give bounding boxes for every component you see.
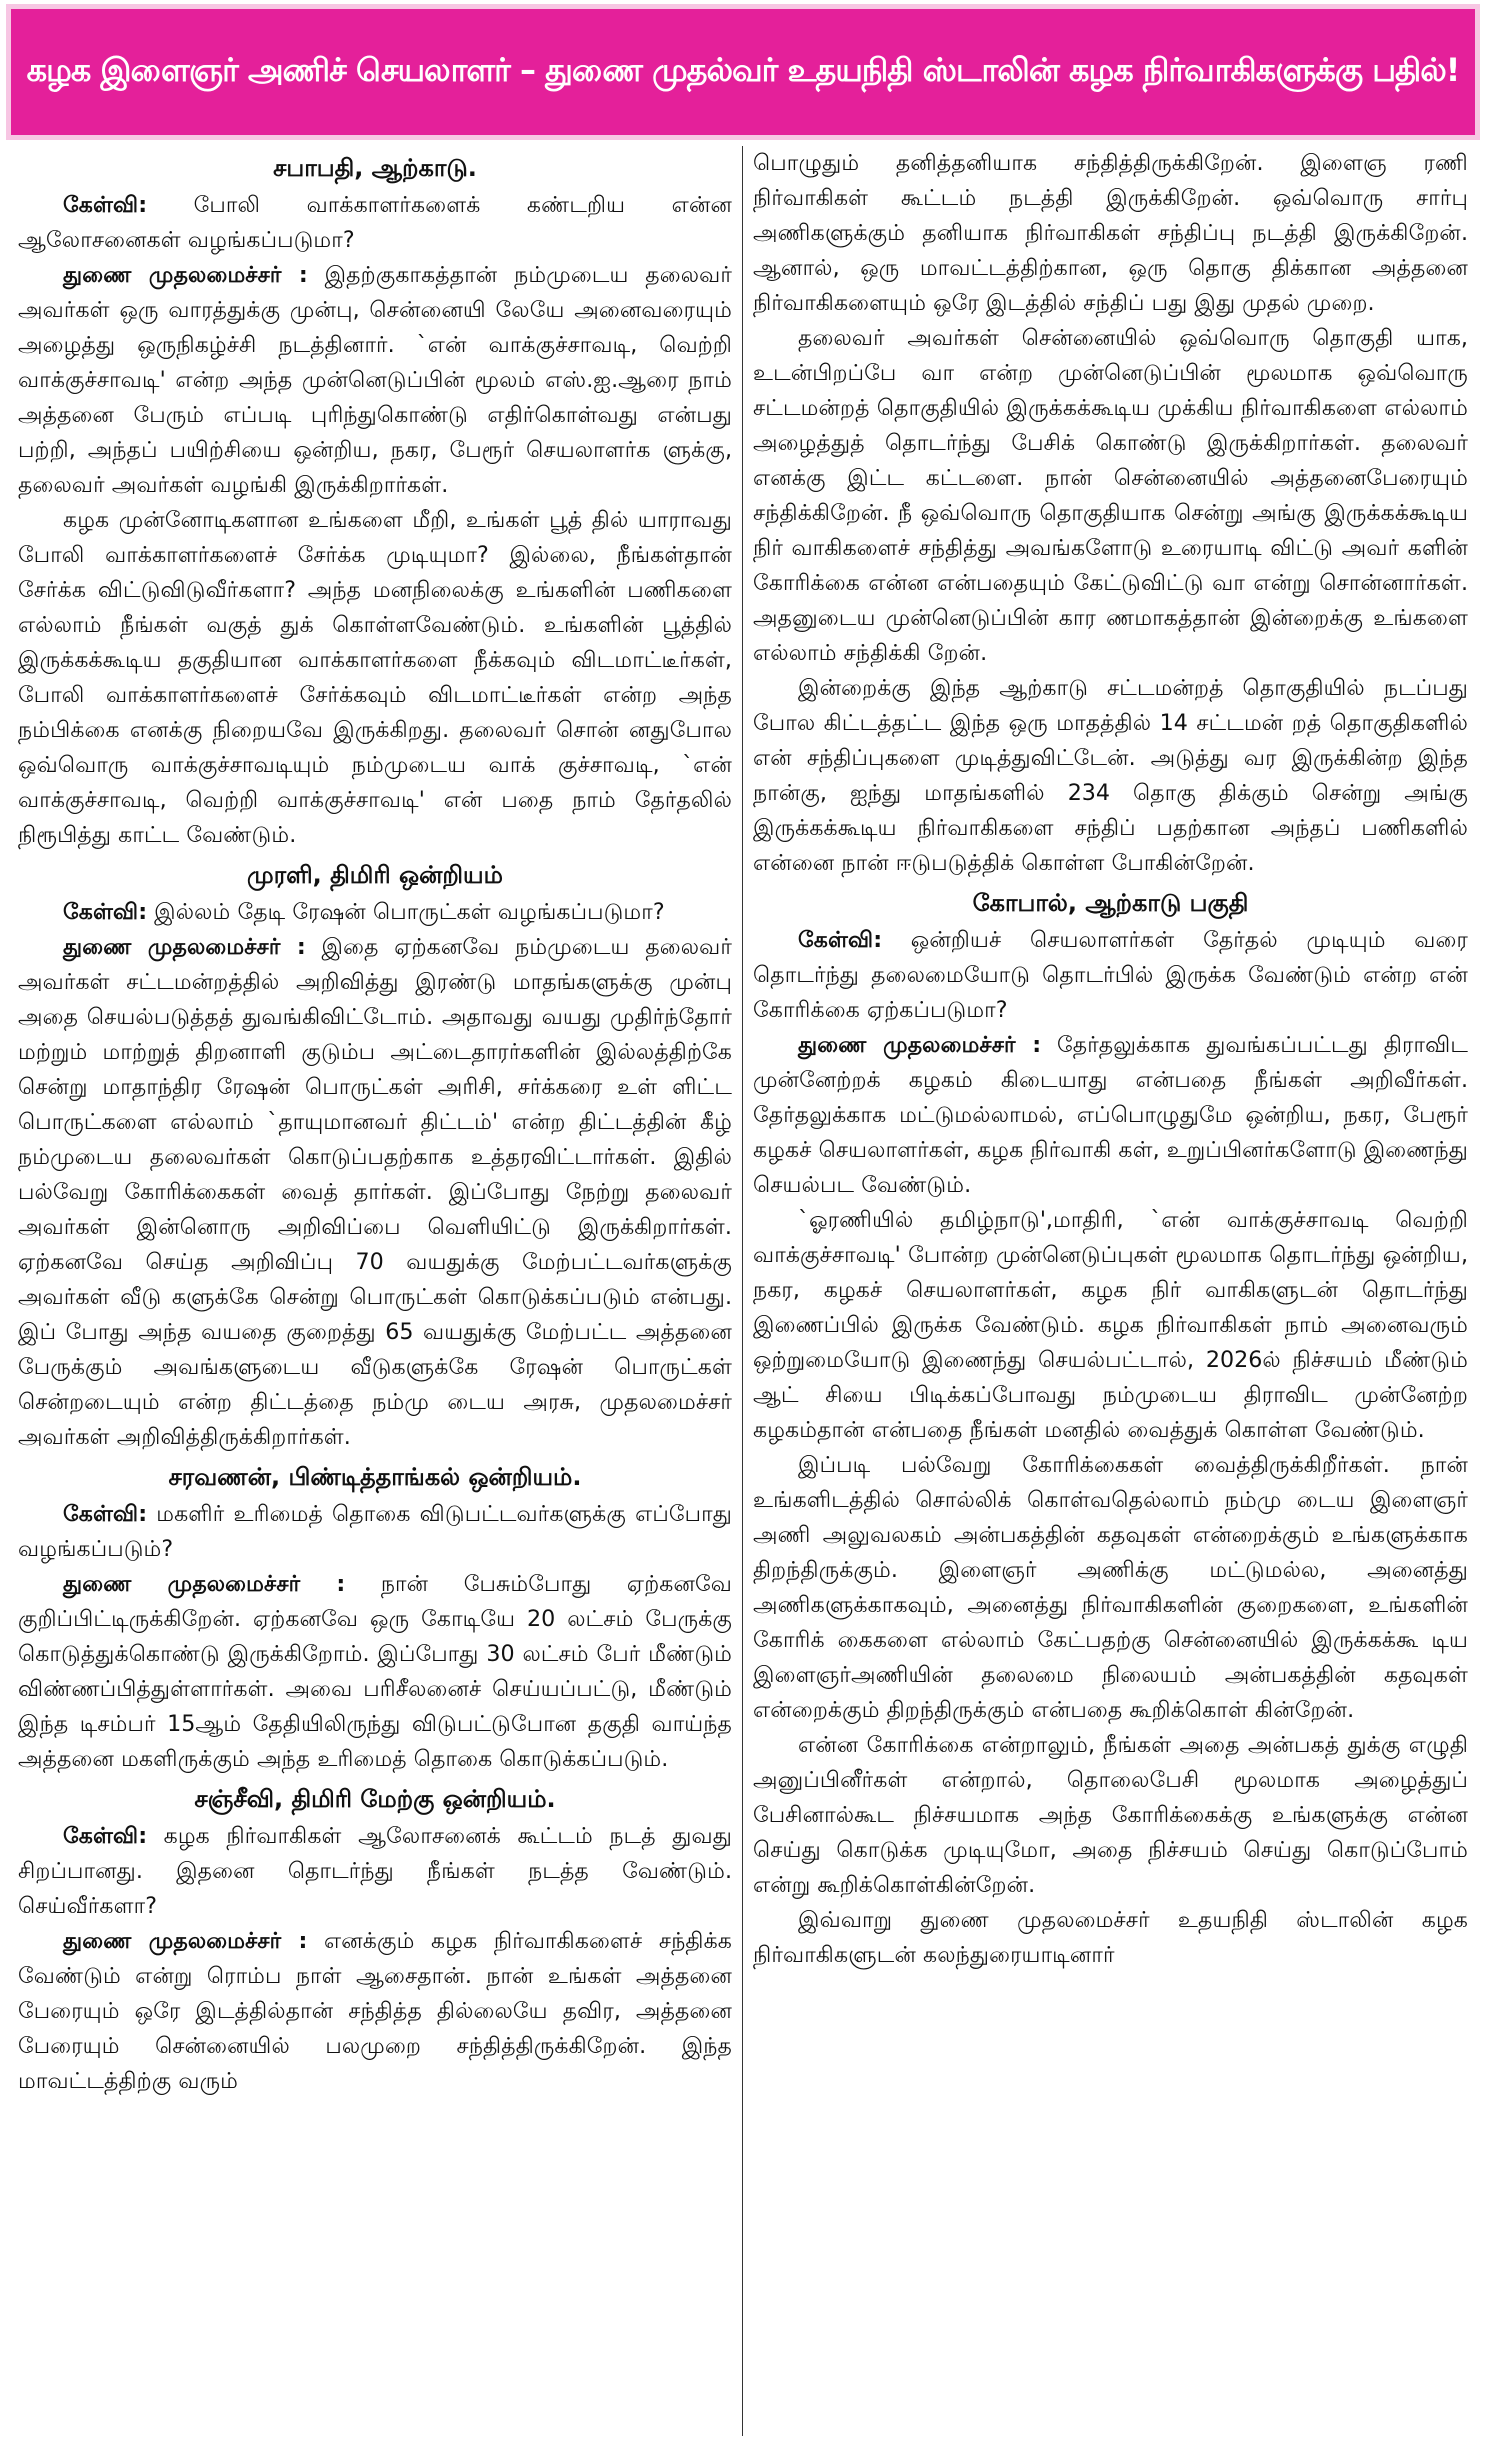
answer-paragraph: [753, 1028, 1468, 1203]
question-text: இல்லம் தேடி ரேஷன் பொருட்கள் வழங்கப்படுமா?: [147, 899, 665, 925]
answer-paragraph: [18, 1567, 732, 1777]
right-column: [743, 146, 1478, 2436]
question-text: மகளிர் உரிமைத் தொகை விடுபட்டவர்களுக்கு எப்போது வழங்கப்படும்?: [18, 1501, 732, 1562]
question-label: கேள்வி:: [798, 927, 883, 953]
answer-paragraph: [18, 1924, 732, 2099]
body-paragraph: இப்படி பல்வேறு கோரிக்கைகள் வைத்திருக்கிறீர்கள். நான் உங்களிடத்தில் சொல்லிக் கொள்வதெல்லாம் நம்மு டைய இளைஞர் அணி அலுவலகம் அன்பகத்தின் கதவுகள் என்றைக்கும் உங்களுக்காக திறந்திருக்கும். இளைஞர் அணிக்கு மட்டுமல்ல, அனைத்து அணிகளுக்காகவும், அனைத்து நிர்வாகிகளின் குறைகளை, உங்களின் கோரிக் கைகளை எல்லாம் கேட்பதற்கு சென்னையில் இருக்கக்கூ டிய இளைஞர்அணியின் தலைமை நிலையம் அன்பகத்தின் கதவுகள் என்றைக்கும் திறந்திருக்கும் என்பதை கூறிக்கொள் கின்றேன்.: [753, 1452, 1468, 1723]
answer-text: நான் பேசும்போது ஏற்கனவே குறிப்பிட்டிருக்கிறேன். ஏற்கனவே ஒரு கோடியே 20 லட்சம் பேருக்கு கொடுத்துக்கொண்டு இருக்கிறோம். இப்போது 30 லட்சம் பேர் மீண்டும் விண்ணப்பித்துள்ளார்கள். அவை பரிசீலனைச் செய்யப்பட்டு, மீண்டும் இந்த டிசம்பர் 15ஆம் தேதியிலிருந்து விடுபட்டுபோன தகுதி வாய்ந்த அத்தனை மகளிருக்கும் அந்த உரிமைத் தொகை கொடுக்கப்படும்.: [18, 1571, 732, 1772]
answer-paragraph: கழக முன்னோடிகளான உங்களை மீறி, உங்கள் பூத் தில் யாராவது போலி வாக்காளர்களைச் சேர்க்க முடியுமா? இல்லை, நீங்கள்தான் சேர்க்க விட்டுவிடுவீர்களா? அந்த மனநிலைக்கு உங்களின் பணிகளை எல்லாம் நீங்கள் வகுத் துக் கொள்ளவேண்டும். உங்களின் பூத்தில் இருக்கக்கூடிய தகுதியான வாக்காளர்களை நீக்கவும் விடமாட்டீர்கள், போலி வாக்காளர்களைச் சேர்க்கவும் விடமாட்டீர்கள் என்ற அந்த நம்பிக்கை எனக்கு நிறையவே இருக்கிறது. தலைவர் சொன் னதுபோல ஒவ்வொரு வாக்குச்சாவடியும் நம்முடைய வாக் குச்சாவடி, `என் வாக்குச்சாவடி, வெற்றி வாக்குச்சாவடி' என் பதை நாம் தேர்தலில் நிரூபித்து காட்ட வேண்டும்.: [18, 507, 732, 848]
question-text: கழக நிர்வாகிகள் ஆலோசனைக் கூட்டம் நடத் துவது சிறப்பானது. இதனை தொடர்ந்து நீங்கள் நடத்த வேண்டும். செய்வீர்களா?: [18, 1823, 732, 1919]
question-paragraph: [753, 923, 1468, 1028]
answer-text: தேர்தலுக்காக துவங்கப்பட்டது திராவிட முன்னேற்றக் கழகம் கிடையாது என்பதை நீங்கள் அறிவீர்கள். தேர்தலுக்காக மட்டுமல்லாமல், எப்பொழுதுமே ஒன்றிய, நகர, பேரூர் கழகச் செயலாளர்கள், கழக நிர்வாகி கள், உறுப்பினர்களோடு இணைந்து செயல்பட வேண்டும்.: [753, 1032, 1468, 1198]
answer-label: துணை முதலமைச்சர் :: [63, 934, 306, 960]
answer-label: துணை முதலமைச்சர் :: [63, 1928, 308, 1954]
answer-paragraph: [18, 258, 732, 503]
answer-text: எனக்கும் கழக நிர்வாகிகளைச் சந்திக்க வேண்டும் என்று ரொம்ப நாள் ஆசைதான். நான் உங்கள் அத்தனை பேரையும் ஒரே இடத்தில்தான் சந்தித்த தில்லையே தவிர, அத்தனை பேரையும் சென்னையில் பலமுறை சந்தித்திருக்கிறேன். இந்த மாவட்டத்திற்கு வரும்: [18, 1928, 732, 2094]
question-label: கேள்வி:: [63, 1823, 148, 1849]
question-paragraph: [18, 188, 732, 258]
questioner-name: சஞ்சீவி, திமிரி மேற்கு ஒன்றியம்.: [194, 1785, 556, 1813]
article-columns: [8, 146, 1478, 2436]
answer-text: இதற்குகாகத்தான் நம்முடைய தலைவர் அவர்கள் ஒரு வாரத்துக்கு முன்பு, சென்னையி லேயே அனைவரையும் அழைத்து ஒருநிகழ்ச்சி நடத்தினார். `என் வாக்குச்சாவடி, வெற்றி வாக்குச்சாவடி' என்ற அந்த முன்னெடுப்பின் மூலம் எஸ்.ஐ.ஆரை நாம் அத்தனை பேரும் எப்படி புரிந்துகொண்டு எதிர்கொள்வது என்பது பற்றி, அந்தப் பயிற்சியை ஒன்றிய, நகர, பேரூர் செயலாளர்க ளுக்கு, தலைவர் அவர்கள் வழங்கி இருக்கிறார்கள்.: [18, 262, 732, 498]
answer-label: துணை முதலமைச்சர் :: [798, 1032, 1042, 1058]
body-paragraph: இன்றைக்கு இந்த ஆற்காடு சட்டமன்றத் தொகுதியில் நடப்பது போல கிட்டத்தட்ட இந்த ஒரு மாதத்தில் 14 சட்டமன் றத் தொகுதிகளில் என் சந்திப்புகளை முடித்துவிட்டேன். அடுத்து வர இருக்கின்ற இந்த நான்கு, ஐந்து மாதங்களில் 234 தொகு திக்கும் சென்று அங்கு இருக்கக்கூடிய நிர்வாகிகளை சந்திப் பதற்கான அந்தப் பணிகளில் என்னை நான் ஈடுபடுத்திக் கொள்ள போகின்றேன்.: [753, 675, 1468, 876]
questioner-name: முரளி, திமிரி ஒன்றியம்: [247, 861, 503, 889]
question-text: ஒன்றியச் செயலாளர்கள் தேர்தல் முடியும் வரை தொடர்ந்து தலைமையோடு தொடர்பில் இருக்க வேண்டும் என்ற என் கோரிக்கை ஏற்கப்படுமா?: [753, 927, 1468, 1023]
answer-label: துணை முதலமைச்சர் :: [63, 262, 308, 288]
question-label: கேள்வி:: [63, 192, 148, 218]
body-paragraph: தலைவர் அவர்கள் சென்னையில் ஒவ்வொரு தொகுதி யாக, உடன்பிறப்பே வா என்ற முன்னெடுப்பின் மூலமாக ஒவ்வொரு சட்டமன்றத் தொகுதியில் இருக்கக்கூடிய முக்கிய நிர்வாகிகளை எல்லாம் அழைத்துத் தொடர்ந்து பேசிக் கொண்டு இருக்கிறார்கள். தலைவர் எனக்கு இட்ட கட்டளை. நான் சென்னையில் அத்தனைபேரையும் சந்திக்கிறேன். நீ ஒவ்வொரு தொகுதியாக சென்று அங்கு இருக்கக்கூடிய நிர் வாகிகளைச் சந்தித்து அவங்களோடு உரையாடி விட்டு அவர் களின் கோரிக்கை என்ன என்பதையும் கேட்டுவிட்டு வா என்று சொன்னார்கள். அதனுடைய முன்னெடுப்பின் கார ணமாகத்தான் இன்றைக்கு உங்களை எல்லாம் சந்திக்கி றேன்.: [753, 325, 1468, 666]
answer-text: இதை ஏற்கனவே நம்முடைய தலைவர் அவர்கள் சட்டமன்றத்தில் அறிவித்து இரண்டு மாதங்களுக்கு முன்பு அதை செயல்படுத்தத் துவங்கிவிட்டோம். அதாவது வயது முதிர்ந்தோர் மற்றும் மாற்றுத் திறனாளி குடும்ப அட்டைதாரர்களின் இல்லத்திற்கே சென்று மாதாந்திர ரேஷன் பொருட்கள் அரிசி, சர்க்கரை உள் ளிட்ட பொருட்களை எல்லாம் `தாயுமானவர் திட்டம்' என்ற திட்டத்தின் கீழ் நம்முடைய தலைவர்கள் கொடுப்பதற்காக உத்தரவிட்டார்கள். இதில் பல்வேறு கோரிக்கைகள் வைத் தார்கள். இப்போது நேற்று தலைவர் அவர்கள் இன்னொரு அறிவிப்பை வெளியிட்டு இருக்கிறார்கள். ஏற்கனவே செய்த அறிவிப்பு 70 வயதுக்கு மேற்பட்டவர்களுக்கு அவர்கள் வீடு களுக்கே சென்று பொருட்கள் கொடுக்கப்படும் என்பது. இப் போது அந்த வயதை குறைத்து 65 வயதுக்கு மேற்பட்ட அத்தனை பேருக்கும் அவங்களுடைய வீடுகளுக்கே ரேஷன் பொருட்கள் சென்றடையும் என்ற திட்டத்தை நம்மு டைய அரசு, முதலமைச்சர் அவர்கள் அறிவித்திருக்கிறார்கள்.: [18, 934, 733, 1450]
answer-label: துணை முதலமைச்சர் :: [63, 1571, 346, 1597]
question-paragraph: [18, 1497, 732, 1567]
body-paragraph: என்ன கோரிக்கை என்றாலும், நீங்கள் அதை அன்பகத் துக்கு எழுதி அனுப்பினீர்கள் என்றால், தொலைபேசி மூலமாக அழைத்துப் பேசினால்கூட நிச்சயமாக அந்த கோரிக்கைக்கு உங்களுக்கு என்ன செய்து கொடுக்க முடியுமோ, அதை நிச்சயம் செய்து கொடுப்போம் என்று கூறிக்கொள்கின்றேன்.: [753, 1732, 1468, 1898]
closing-paragraph: இவ்வாறு துணை முதலமைச்சர் உதயநிதி ஸ்டாலின் கழக நிர்வாகிகளுடன் கலந்துரையாடினார்: [753, 1907, 1468, 1968]
body-paragraph: பொழுதும் தனித்தனியாக சந்தித்திருக்கிறேன். இளைஞ ரணி நிர்வாகிகள் கூட்டம் நடத்தி இருக்கிறேன். ஒவ்வொரு சார்பு அணிகளுக்கும் தனியாக நிர்வாகிகள் சந்திப்பு நடத்தி இருக்கிறேன். ஆனால், ஒரு மாவட்டத்திற்கான, ஒரு தொகு திக்கான அத்தனை நிர்வாகிகளையும் ஒரே இடத்தில் சந்திப் பது இது முதல் முறை.: [753, 150, 1468, 316]
left-column: [8, 146, 743, 2436]
answer-paragraph: [18, 930, 732, 1455]
questioner-name: சபாபதி, ஆற்காடு.: [273, 154, 477, 182]
headline-text: கழக இளைஞர் அணிச் செயலாளர் – துணை முதல்வர் உதயநிதி ஸ்டாலின் கழக நிர்வாகிகளுக்கு பதில்!: [26, 51, 1460, 89]
question-text: போலி வாக்காளர்களைக் கண்டறிய என்ன ஆலோசனைகள் வழங்கப்படுமா?: [18, 192, 732, 253]
body-paragraph: `ஓரணியில் தமிழ்நாடு',மாதிரி, `என் வாக்குச்சாவடி வெற்றி வாக்குச்சாவடி' போன்ற முன்னெடுப்புகள் மூலமாக தொடர்ந்து ஒன்றிய, நகர, கழகச் செயலாளர்கள், கழக நிர் வாகிகளுடன் தொடர்ந்து இணைப்பில் இருக்க வேண்டும். கழக நிர்வாகிகள் நாம் அனைவரும் ஒற்றுமையோடு இணைந்து செயல்பட்டால், 2026ல் நிச்சயம் மீண்டும் ஆட் சியை பிடிக்கப்போவது நம்முடைய திராவிட முன்னேற்ற கழகம்தான் என்பதை நீங்கள் மனதில் வைத்துக் கொள்ள வேண்டும்.: [753, 1207, 1468, 1443]
question-label: கேள்வி:: [63, 1501, 148, 1527]
headline-banner: [6, 4, 1480, 140]
question-paragraph: [18, 895, 732, 930]
question-label: கேள்வி:: [63, 899, 148, 925]
questioner-name: சரவணன், பிண்டித்தாங்கல் ஒன்றியம்.: [168, 1463, 582, 1491]
questioner-name: கோபால், ஆற்காடு பகுதி: [972, 889, 1249, 917]
question-paragraph: [18, 1819, 732, 1924]
